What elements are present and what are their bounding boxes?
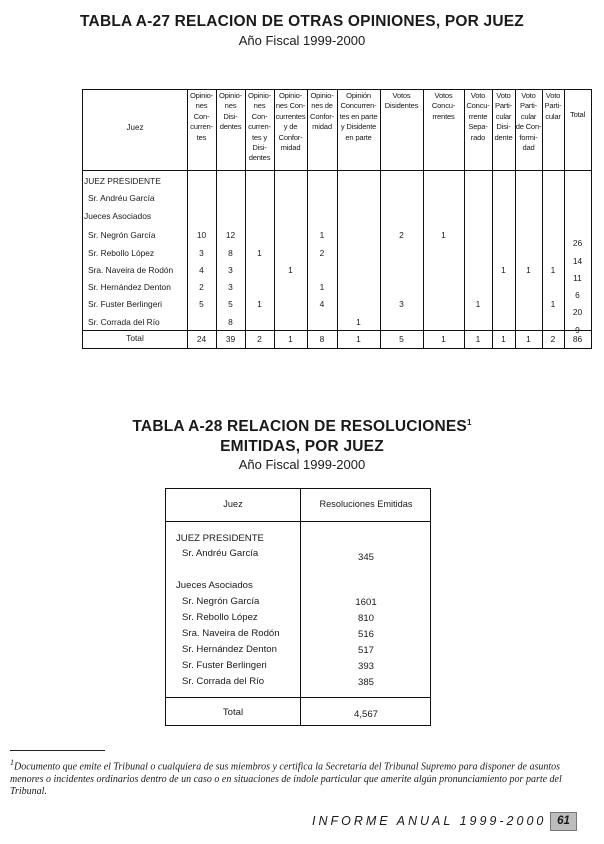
column-header: Opinio- nes Con- currentes y de Confor- midad <box>275 91 306 153</box>
footnote <box>10 757 595 798</box>
judge-name: Sr. Fuster Berlingeri <box>182 660 267 671</box>
table-cell: 1 <box>356 317 361 327</box>
table-cell: 1 <box>526 265 531 275</box>
table-cell: 3 <box>399 299 404 309</box>
resoluciones-value: 516 <box>357 629 374 640</box>
judge-name: Sr. Hernández Denton <box>88 282 171 292</box>
column-header: Votos Concu- rrentes <box>431 91 456 121</box>
resoluciones-value: 393 <box>357 661 374 672</box>
table-cell: 2 <box>399 230 404 240</box>
column-header: Voto Concu- rrente Sepa- rado <box>466 91 490 142</box>
column-divider <box>423 90 424 348</box>
resoluciones-column-header: Resoluciones Emitidas <box>319 499 413 509</box>
total-value: 4,567 <box>353 709 378 720</box>
column-header: Opinio- nes Con- curren- tes y Disi- dentes <box>247 91 272 163</box>
row-divider <box>83 170 591 171</box>
table-cell: 1 <box>501 265 506 275</box>
table-cell: 1 <box>550 265 556 275</box>
judge-name: Sr. Negrón García <box>182 596 260 607</box>
table-cell: 12 <box>225 230 236 240</box>
table-cell: 9 <box>575 325 580 335</box>
table-cell: 6 <box>575 290 580 300</box>
total-cell: 39 <box>225 334 236 344</box>
resoluciones-value: 810 <box>357 613 374 624</box>
total-cell: 1 <box>288 334 293 344</box>
judge-name: Sr. Corrada del Río <box>88 317 160 327</box>
footer-report-title: INFORME ANUAL 1999-2000 <box>312 814 547 828</box>
section-asociados: Jueces Asociados <box>176 580 253 591</box>
total-cell: 86 <box>572 334 583 344</box>
resoluciones-value: 385 <box>357 677 374 688</box>
judge-name: Sr. Hernández Denton <box>182 644 277 655</box>
total-cell: 1 <box>526 334 531 344</box>
table-cell: 4 <box>319 299 325 309</box>
table-cell: 1 <box>475 299 481 309</box>
footnote-text: Documento que emite el Tribunal o cualquiera de sus miembros y certifica la Secretaría del Tribunal Supremo para disponer de asuntos menores o incidentes ordinarios dentro de un caso o en situaciones de índole particular que amerite algún pronunciamiento por parte del Tribunal. <box>10 761 562 797</box>
column-header: Voto Parti- cular <box>544 91 562 121</box>
judge-name: Sra. Naveira de Rodón <box>182 628 280 639</box>
table-cell: 26 <box>572 238 583 248</box>
judge-name: Sr. Rebollo López <box>88 248 155 258</box>
table-a27-subtitle: Año Fiscal 1999-2000 <box>238 33 366 48</box>
judge-name: Sr. Rebollo López <box>182 612 258 623</box>
resoluciones-value: 1601 <box>355 597 377 608</box>
table-cell: 20 <box>572 307 583 317</box>
table-cell: 2 <box>199 282 204 292</box>
table-cell: 5 <box>228 299 233 309</box>
total-cell: 1 <box>501 334 506 344</box>
column-divider <box>380 90 381 348</box>
table-cell: 1 <box>257 299 262 309</box>
judge-name: Sr. Andréu García <box>88 193 155 203</box>
column-header: Voto Parti- cular Disi- dente <box>494 91 513 142</box>
total-cell: 8 <box>319 334 325 344</box>
column-divider <box>542 90 543 348</box>
table-cell: 1 <box>257 248 262 258</box>
table-cell: 4 <box>199 265 204 275</box>
juez-column-header: Juez <box>223 499 243 509</box>
juez-column-header: Juez <box>126 123 144 132</box>
total-cell: 1 <box>356 334 361 344</box>
total-label: Total <box>222 707 244 718</box>
total-cell: 1 <box>475 334 481 344</box>
resoluciones-value: 517 <box>357 645 374 656</box>
footnote-marker: 1 <box>10 758 14 767</box>
table-cell: 8 <box>228 248 233 258</box>
table-cell: 5 <box>199 299 204 309</box>
table-cell: 8 <box>228 317 233 327</box>
table-cell: 14 <box>572 256 583 266</box>
section-presidente: JUEZ PRESIDENTE <box>84 176 161 186</box>
column-header: Voto Parti- cular de Con- formi- dad <box>515 91 542 153</box>
page-number: 61 <box>550 812 577 831</box>
judge-name: Sr. Corrada del Río <box>182 676 265 687</box>
total-cell: 5 <box>399 334 404 344</box>
table-cell: 2 <box>319 248 325 258</box>
table-cell: 1 <box>319 282 325 292</box>
table-cell: 3 <box>228 282 233 292</box>
total-label: Total <box>126 333 144 343</box>
section-asociados: Jueces Asociados <box>84 211 152 221</box>
column-header: Opinión Concurren- tes en parte y Disidente en parte <box>339 91 378 142</box>
column-header: Total <box>569 110 586 119</box>
table-cell: 10 <box>196 230 207 240</box>
total-cell: 1 <box>441 334 446 344</box>
table-cell: 1 <box>550 299 556 309</box>
header-divider <box>166 521 430 522</box>
table-a28-title-line2: EMITIDAS, POR JUEZ <box>220 438 384 455</box>
table-a27 <box>82 89 592 349</box>
column-header: Opinio- nes de Confor- midad <box>310 91 334 132</box>
table-a28-subtitle: Año Fiscal 1999-2000 <box>238 457 366 472</box>
section-presidente: JUEZ PRESIDENTE <box>176 533 264 544</box>
table-a28-title-line1: TABLA A-28 RELACION DE RESOLUCIONES$^1$ <box>132 418 472 436</box>
table-cell: 3 <box>199 248 204 258</box>
table-cell: 1 <box>441 230 446 240</box>
table-cell: 1 <box>319 230 325 240</box>
row-divider <box>83 330 591 331</box>
judge-name: Sra. Naveira de Rodón <box>88 265 174 275</box>
total-cell: 24 <box>196 334 207 344</box>
judge-name: Sr. Negrón García <box>88 230 156 240</box>
table-a27-title: TABLA A-27 RELACION DE OTRAS OPINIONES, POR JUEZ <box>80 13 524 30</box>
judge-name: Sr. Fuster Berlingeri <box>88 299 163 309</box>
presidente-value: 345 <box>357 552 374 563</box>
total-cell: 2 <box>257 334 262 344</box>
total-cell: 2 <box>550 334 556 344</box>
total-divider <box>166 697 430 698</box>
column-header: Votos Disidentes <box>384 91 419 111</box>
footnote-rule <box>10 750 105 751</box>
table-cell: 3 <box>228 265 233 275</box>
column-header: Opinio- nes Con- curren- tes <box>189 91 214 142</box>
presidente-name: Sr. Andréu García <box>182 548 259 559</box>
table-a28 <box>165 488 431 726</box>
column-header: Opinio- nes Disi- dentes <box>218 91 243 132</box>
table-cell: 11 <box>573 273 582 283</box>
table-cell: 1 <box>288 265 293 275</box>
